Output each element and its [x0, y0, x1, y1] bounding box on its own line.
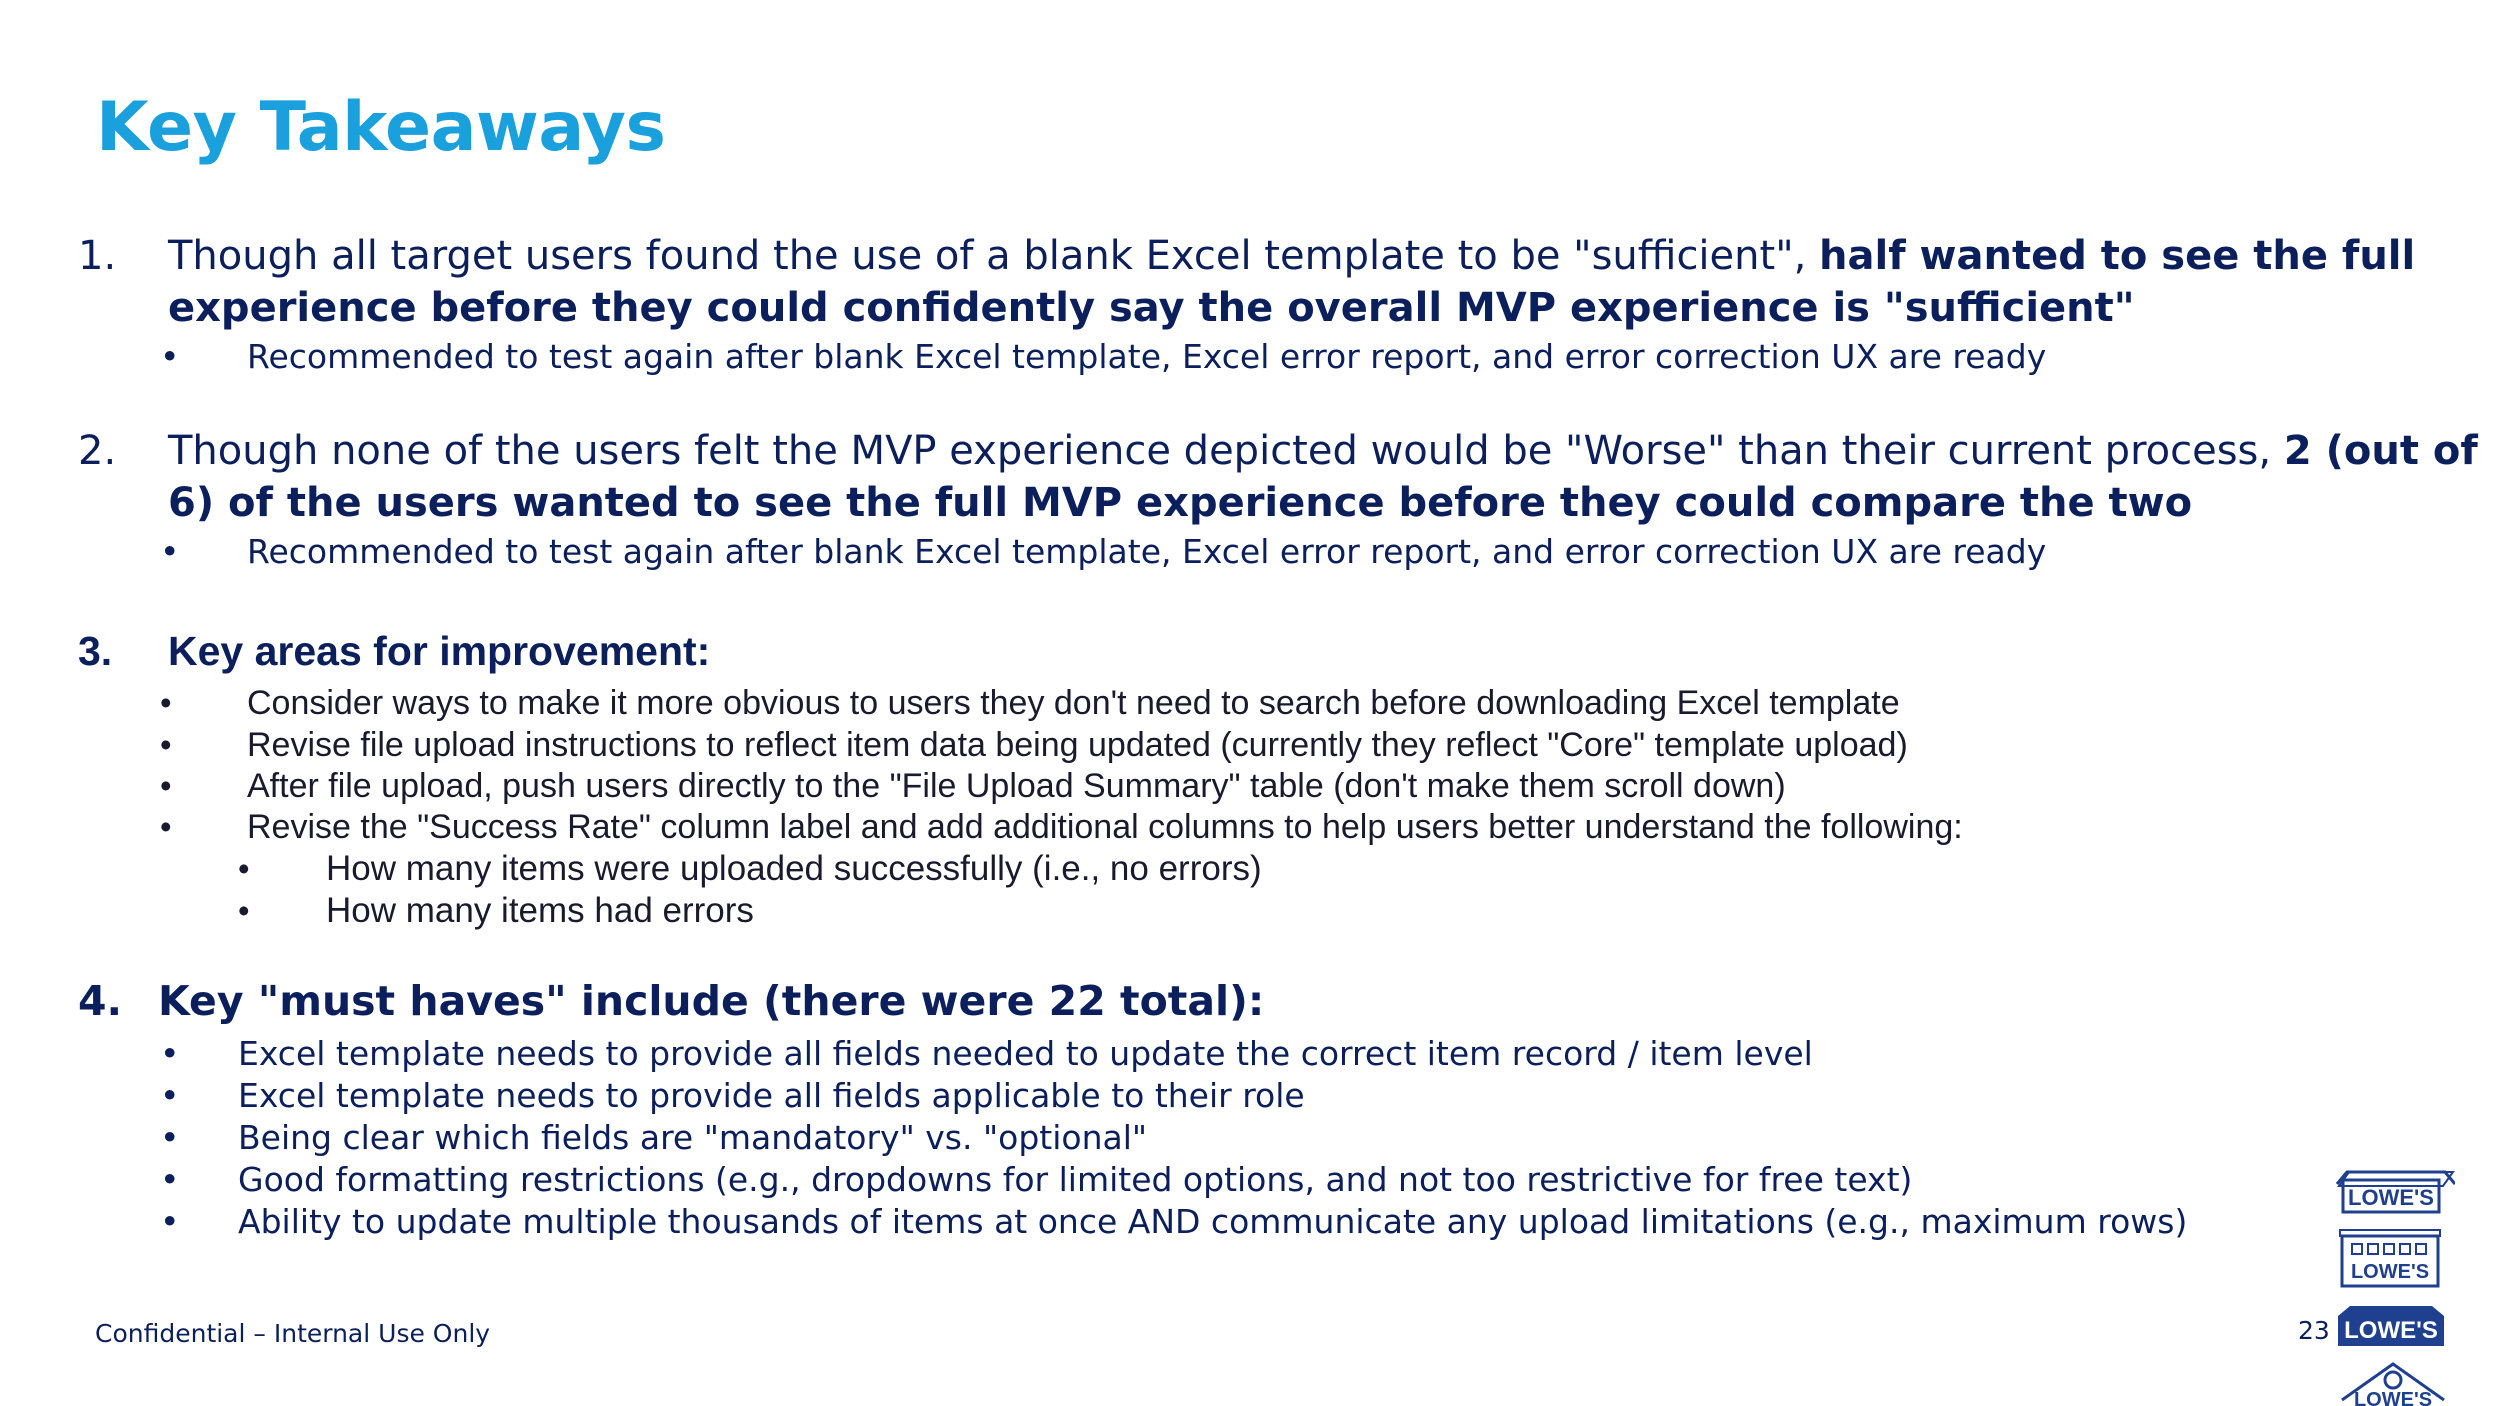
bullet-dot: •	[160, 726, 172, 763]
lowes-logo-icon	[2335, 1160, 2455, 1218]
bullet-text: Being clear which fields are "mandatory" vs. "optional"	[238, 1118, 1148, 1157]
bullet-text: Ability to update multiple thousands of items at once AND communicate any upload limitations (e.g., maximum rows)	[238, 1202, 2188, 1241]
item-number: 4.	[78, 977, 123, 1025]
bullet-dot: •	[160, 1160, 180, 1199]
item-text-normal: Though none of the users felt the MVP experience depicted would be "Worse" than their current process,	[168, 428, 2284, 474]
lowes-store-logo-icon	[2338, 1228, 2442, 1288]
item-text	[168, 230, 2498, 334]
section-heading: Key areas for improvement:	[168, 628, 711, 674]
lowes-solid-logo-icon	[2336, 1298, 2446, 1348]
bullet-dot: •	[160, 1118, 180, 1157]
bullet-dot: •	[160, 1076, 180, 1115]
bullet-dot: •	[160, 337, 180, 376]
item-number: 3.	[78, 628, 113, 674]
nested-bullet-text: How many items had errors	[326, 891, 754, 930]
bullet-text: Good formatting restrictions (e.g., dropdowns for limited options, and not too restrictive for free text)	[238, 1160, 1913, 1199]
bullet-text: After file upload, push users directly to the "File Upload Summary" table (don't make them scroll down)	[247, 767, 1786, 805]
bullet-dot: •	[160, 684, 172, 721]
logo-wordmark: LOWE'S	[2350, 1261, 2430, 1283]
logo-wordmark: LOWE'S	[2344, 1317, 2438, 1344]
bullet-text: Revise the "Success Rate" column label and add additional columns to help users better understand the following:	[247, 808, 1963, 846]
bullet-text: Excel template needs to provide all fields needed to update the correct item record / item level	[238, 1034, 1813, 1073]
bullet-dot: •	[238, 892, 250, 929]
slide-title: Key Takeaways	[96, 88, 666, 167]
bullet-dot: •	[160, 767, 172, 804]
bullet-text: Consider ways to make it more obvious to users they don't need to search before downloading Excel template	[247, 684, 1900, 722]
bullet-dot: •	[160, 532, 180, 571]
logo-wordmark: LOWE'S	[2353, 1389, 2433, 1406]
lowes-house-logo-icon	[2338, 1360, 2448, 1406]
bullet-dot: •	[238, 850, 250, 887]
confidential-footer: Confidential – Internal Use Only	[95, 1319, 491, 1348]
sub-bullet-text: Recommended to test again after blank Excel template, Excel error report, and error correction UX are ready	[247, 337, 2047, 376]
item-text-normal: Though all target users found the use of a blank Excel template to be "sufficient",	[168, 233, 1820, 279]
item-number: 1.	[78, 233, 117, 279]
section-heading: Key "must haves" include (there were 22 total):	[158, 977, 1265, 1025]
bullet-text: Revise file upload instructions to reflect item data being updated (currently they reflect "Core" template upload)	[247, 726, 1908, 764]
sub-bullet-text: Recommended to test again after blank Excel template, Excel error report, and error correction UX are ready	[247, 532, 2047, 571]
bullet-dot: •	[160, 1034, 180, 1073]
item-text	[168, 425, 2498, 529]
bullet-dot: •	[160, 1202, 180, 1241]
logo-wordmark: LOWE'S	[2348, 1185, 2434, 1210]
item-text-bold: 2 (out of 6) of the users wanted to see the full MVP experience before they could compare the two	[168, 428, 2478, 526]
bullet-dot: •	[160, 808, 172, 845]
nested-bullet-text: How many items were uploaded successfully (i.e., no errors)	[326, 849, 1262, 888]
bullet-text: Excel template needs to provide all fields applicable to their role	[238, 1076, 1305, 1115]
page-number: 23	[2298, 1316, 2330, 1345]
item-text-bold: half wanted to see the full experience before they could confidently say the overall MVP experience is "sufficient"	[168, 233, 2416, 331]
item-number: 2.	[78, 428, 117, 474]
